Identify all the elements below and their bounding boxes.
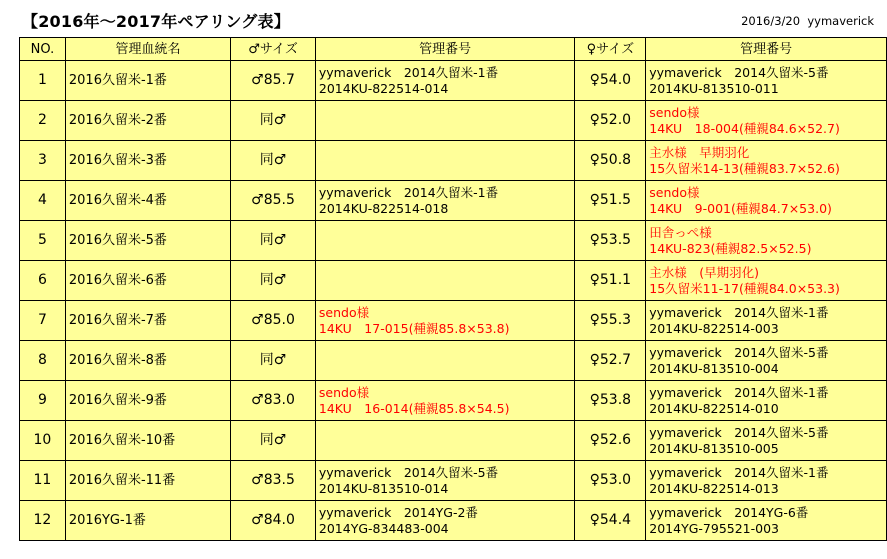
row-male-size: ♂85.7 (231, 61, 316, 101)
row-name: 2016久留米-10番 (65, 421, 230, 461)
female-id-line: 2014KU-813510-004 (649, 360, 779, 376)
male-id-line: yymaverick 2014久留米-1番 (318, 64, 499, 80)
row-male-id (315, 101, 575, 141)
male-id-line: yymaverick 2014久留米-5番 (318, 464, 499, 480)
row-female-size: ♀53.8 (575, 381, 646, 421)
row-name: 2016久留米-6番 (65, 261, 230, 301)
row-name: 2016久留米-5番 (65, 221, 230, 261)
male-id-line: 2014KU-822514-018 (318, 200, 449, 216)
row-name: 2016久留米-8番 (65, 341, 230, 381)
row-female-size: ♀50.8 (575, 141, 646, 181)
row-female-size: ♀52.0 (575, 101, 646, 141)
row-male-size: 同♂ (231, 261, 316, 301)
row-female-id (646, 301, 887, 341)
female-id-line: yymaverick 2014久留米-1番 (649, 384, 829, 400)
col-header-male-size: ♂サイズ (231, 38, 316, 61)
row-male-size: ♂84.0 (231, 501, 316, 541)
female-id-line: 2014KU-822514-013 (649, 480, 779, 496)
female-id-line: 2014KU-822514-003 (649, 320, 779, 336)
row-female-id (646, 141, 887, 181)
row-male-id (315, 221, 575, 261)
row-no: 5 (20, 221, 66, 261)
row-name: 2016久留米-7番 (65, 301, 230, 341)
row-male-id (315, 421, 575, 461)
female-id-line: 2014KU-822514-010 (649, 400, 779, 416)
row-no: 12 (20, 501, 66, 541)
male-id-line: yymaverick 2014YG-2番 (318, 504, 478, 520)
row-male-size: 同♂ (231, 101, 316, 141)
col-header-male-id: 管理番号 (315, 38, 575, 61)
female-id-line: 15久留米11-17(種親84.0×53.3) (649, 280, 840, 296)
female-id-line: yymaverick 2014久留米-5番 (649, 64, 829, 80)
female-id-line: 14KU 18-004(種親84.6×52.7) (649, 120, 840, 136)
row-name: 2016久留米-9番 (65, 381, 230, 421)
row-female-id (646, 101, 887, 141)
female-id-line: sendo様 (649, 104, 700, 120)
row-female-id (646, 221, 887, 261)
row-female-id (646, 261, 887, 301)
row-female-size: ♀52.6 (575, 421, 646, 461)
female-id-line: 2014KU-813510-005 (649, 440, 779, 456)
female-id-line: yymaverick 2014久留米-1番 (649, 304, 829, 320)
row-no: 1 (20, 61, 66, 101)
female-id-line: yymaverick 2014久留米-5番 (649, 344, 829, 360)
row-male-id (315, 341, 575, 381)
row-male-size: ♂85.0 (231, 301, 316, 341)
row-name: 2016久留米-1番 (65, 61, 230, 101)
row-male-size: ♂83.5 (231, 461, 316, 501)
row-female-size: ♀55.3 (575, 301, 646, 341)
row-male-size: 同♂ (231, 341, 316, 381)
row-no: 2 (20, 101, 66, 141)
table-row (20, 141, 887, 181)
row-no: 10 (20, 421, 66, 461)
row-male-id (315, 261, 575, 301)
row-name: 2016久留米-11番 (65, 461, 230, 501)
date-text: 2016/3/20 (741, 14, 801, 28)
row-female-size: ♀51.5 (575, 181, 646, 221)
table-row (20, 301, 887, 341)
row-male-size: 同♂ (231, 141, 316, 181)
col-header-name: 管理血統名 (65, 38, 230, 61)
row-male-id (315, 501, 575, 541)
row-female-size: ♀54.4 (575, 501, 646, 541)
male-id-line: 14KU 16-014(種親85.8×54.5) (318, 400, 510, 416)
pairing-table (19, 37, 887, 541)
row-no: 3 (20, 141, 66, 181)
row-female-size: ♀51.1 (575, 261, 646, 301)
row-female-id (646, 421, 887, 461)
author-text: yymaverick (807, 14, 874, 28)
female-id-line: 主水様 早期羽化 (649, 144, 750, 160)
col-header-no: NO. (20, 38, 66, 61)
row-name: 2016久留米-2番 (65, 101, 230, 141)
female-id-line: 14KU-823(種親82.5×52.5) (649, 240, 812, 256)
date-author (741, 14, 874, 28)
table-row (20, 461, 887, 501)
row-name: 2016久留米-4番 (65, 181, 230, 221)
table-row (20, 261, 887, 301)
table-row (20, 61, 887, 101)
male-id-line: 2014KU-822514-014 (318, 80, 449, 96)
row-male-id (315, 461, 575, 501)
table-row (20, 341, 887, 381)
table-row (20, 501, 887, 541)
row-female-id (646, 181, 887, 221)
row-male-size: ♂85.5 (231, 181, 316, 221)
female-id-line: 田舎っぺ様 (649, 224, 712, 240)
row-male-id (315, 301, 575, 341)
row-male-id (315, 61, 575, 101)
row-female-id (646, 501, 887, 541)
female-id-line: yymaverick 2014YG-6番 (649, 504, 809, 520)
table-row (20, 221, 887, 261)
female-id-line: 14KU 9-001(種親84.7×53.0) (649, 200, 832, 216)
row-male-size: ♂83.0 (231, 381, 316, 421)
row-no: 9 (20, 381, 66, 421)
col-header-female-id: 管理番号 (646, 38, 887, 61)
female-id-line: 2014YG-795521-003 (649, 520, 779, 536)
row-female-size: ♀54.0 (575, 61, 646, 101)
female-id-line: yymaverick 2014久留米-1番 (649, 464, 829, 480)
row-female-id (646, 461, 887, 501)
row-female-id (646, 341, 887, 381)
row-name: 2016久留米-3番 (65, 141, 230, 181)
male-id-line: 2014YG-834483-004 (318, 520, 449, 536)
row-male-id (315, 181, 575, 221)
row-male-id (315, 141, 575, 181)
female-id-line: 15久留米14-13(種親83.7×52.6) (649, 160, 840, 176)
header-row (20, 38, 887, 61)
male-id-line: yymaverick 2014久留米-1番 (318, 184, 499, 200)
male-id-line: 14KU 17-015(種親85.8×53.8) (318, 320, 510, 336)
page-title: 【2016年～2017年ペアリング表】 (22, 12, 290, 31)
row-male-size: 同♂ (231, 421, 316, 461)
row-no: 11 (20, 461, 66, 501)
row-male-size: 同♂ (231, 221, 316, 261)
table-row (20, 181, 887, 221)
female-id-line: 2014KU-813510-011 (649, 80, 779, 96)
row-male-id (315, 381, 575, 421)
table-row (20, 101, 887, 141)
row-female-size: ♀53.0 (575, 461, 646, 501)
row-no: 4 (20, 181, 66, 221)
male-id-line: 2014KU-813510-014 (318, 480, 449, 496)
row-no: 6 (20, 261, 66, 301)
male-id-line: sendo様 (318, 384, 370, 400)
table-row (20, 381, 887, 421)
female-id-line: 主水様 (早期羽化) (649, 264, 760, 280)
table-row (20, 421, 887, 461)
female-id-line: yymaverick 2014久留米-5番 (649, 424, 829, 440)
male-id-line: sendo様 (318, 304, 370, 320)
row-female-size: ♀52.7 (575, 341, 646, 381)
row-female-id (646, 61, 887, 101)
col-header-female-size: ♀サイズ (575, 38, 646, 61)
row-name: 2016YG-1番 (65, 501, 230, 541)
row-no: 8 (20, 341, 66, 381)
female-id-line: sendo様 (649, 184, 700, 200)
row-female-size: ♀53.5 (575, 221, 646, 261)
row-no: 7 (20, 301, 66, 341)
row-female-id (646, 381, 887, 421)
